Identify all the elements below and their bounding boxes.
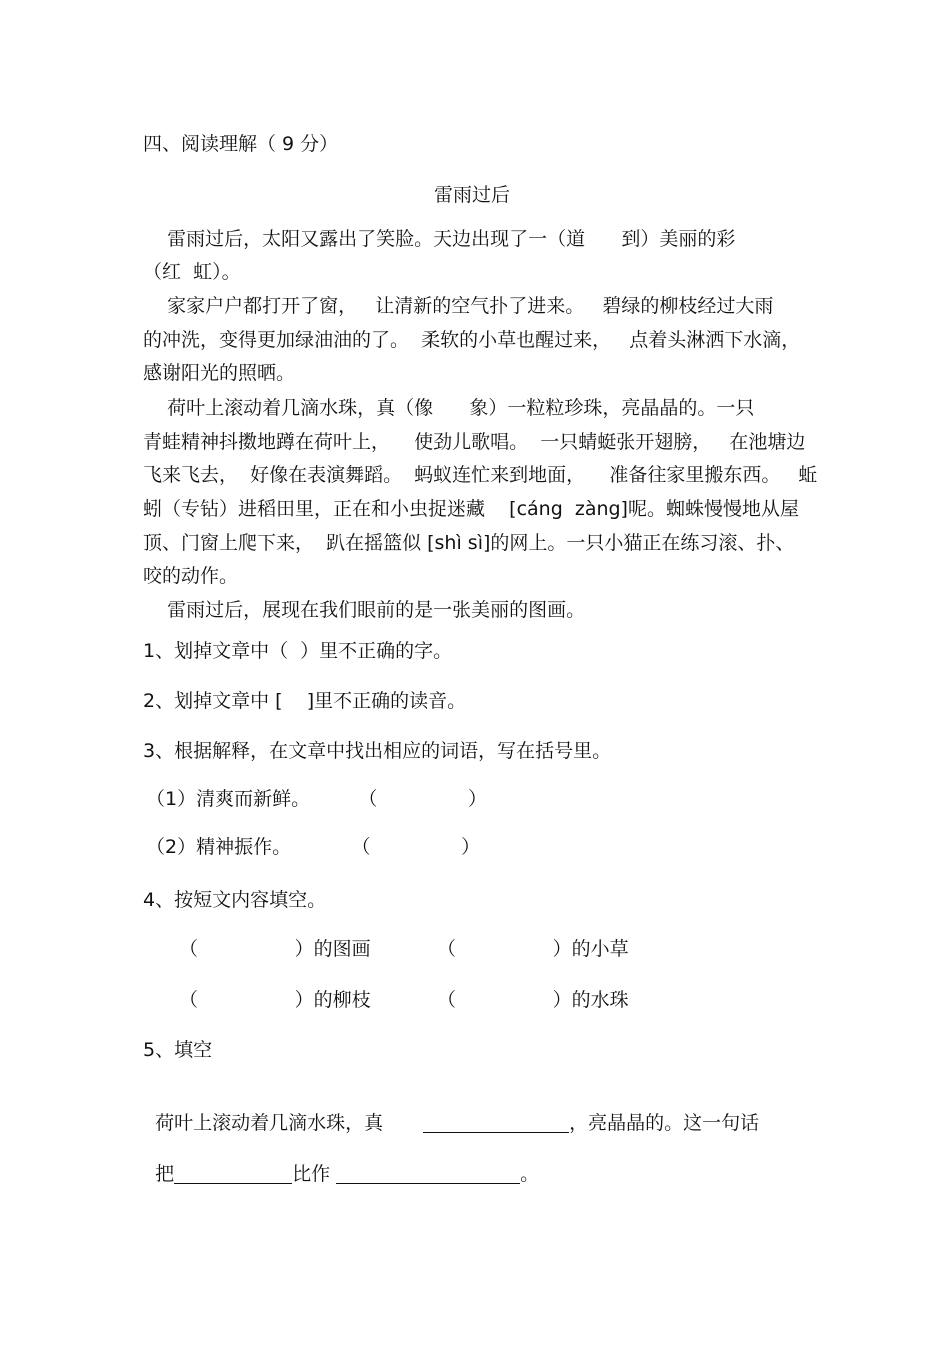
question-2: 2、划掉文章中 [ ]里不正确的读音。 [143,690,467,712]
question-4-blank-grass: （ ）的小草 [437,938,629,960]
passage-line: 雷雨过后，太阳又露出了笑脸。天边出现了一（道 到）美丽的彩 [143,228,736,250]
passage-line: 雷雨过后，展现在我们眼前的是一张美丽的图画。 [143,599,586,621]
fill-blank[interactable] [336,1163,520,1184]
question-5-text: 。 [520,1163,540,1185]
question-4-blank-willow: （ ）的柳枝 [179,989,371,1011]
question-5-text: 比作 [292,1163,331,1185]
passage-line: 顶、门窗上爬下来， 趴在摇篮似 [shì sì]的网上。一只小猫正在练习滚、扑、 [143,532,795,554]
question-1: 1、划掉文章中（ ）里不正确的字。 [143,640,453,662]
passage-title: 雷雨过后 [434,184,511,206]
question-5: 5、填空 [143,1039,213,1061]
fill-blank[interactable] [174,1163,292,1184]
passage-line: 荷叶上滚动着几滴水珠，真（像 象）一粒粒珍珠，亮晶晶的。一只 [143,397,755,419]
section-heading: 四、阅读理解（ 9 分） [143,133,339,155]
question-5-text: 荷叶上滚动着几滴水珠，真 [155,1112,384,1134]
question-4-blank-droplet: （ ）的水珠 [437,989,629,1011]
passage-line: 家家户户都打开了窗， 让清新的空气扑了进来。 碧绿的柳枝经过大雨 [143,295,774,317]
question-3: 3、根据解释，在文章中找出相应的词语，写在括号里。 [143,740,612,762]
passage-line: 的冲洗，变得更加绿油油的了。 柔软的小草也醒过来， 点着头淋洒下水滴， [143,329,801,351]
fill-blank[interactable] [423,1112,569,1133]
passage-line: 飞来飞去， 好像在表演舞蹈。 蚂蚁连忙来到地面， 准备往家里搬东西。 蚯 [143,464,818,486]
question-5-text: ，亮晶晶的。这一句话 [569,1112,760,1134]
question-5-line-1 [143,1084,759,1136]
question-5-line-2 [143,1135,539,1187]
question-3-item-2: （2）精神振作。 （ ） [146,836,481,858]
passage-line: （红 虹）。 [143,261,241,283]
passage-line: 青蛙精神抖擞地蹲在荷叶上， 使劲儿歌唱。 一只蜻蜓张开翅膀， 在池塘边 [143,431,806,453]
question-5-text: 把 [155,1163,175,1185]
question-3-item-1: （1）清爽而新鲜。 （ ） [146,788,487,810]
question-4-blank-picture: （ ）的图画 [179,938,371,960]
passage-line: 感谢阳光的照晒。 [143,362,296,384]
passage-line: 咬的动作。 [143,565,239,587]
passage-line: 蚓（专钻）进稻田里，正在和小虫捉迷藏 [cáng zàng]呢。蜘蛛慢慢地从屋 [143,498,799,520]
question-4: 4、按短文内容填空。 [143,889,327,911]
